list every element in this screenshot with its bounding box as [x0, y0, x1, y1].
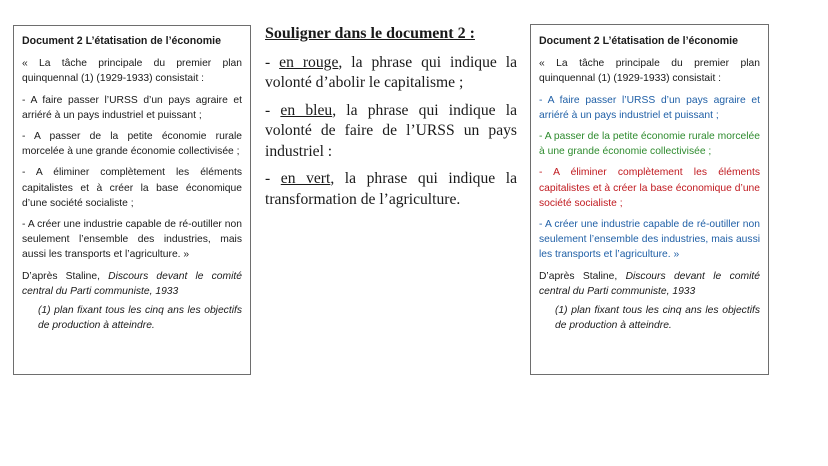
source-prefix: D’après Staline,	[539, 270, 626, 282]
document-footnote: (1) plan fixant tous les cinq ans les objectifs de production à atteindre.	[555, 305, 760, 332]
document-box-colored	[530, 24, 769, 375]
document-source	[539, 269, 760, 299]
document-title: Document 2 L’étatisation de l’économie	[539, 35, 738, 47]
document-item-2-green: - A passer de la petite économie rurale morcelée à une grande économie collectivisée ;	[539, 131, 760, 158]
instruction-dash: -	[265, 170, 281, 187]
instruction-dash: -	[265, 53, 280, 71]
instruction-color-word-blue: en bleu	[280, 101, 333, 119]
document-title: Document 2 L’étatisation de l’économie	[22, 35, 221, 47]
instructions-title: Souligner dans le document 2 :	[265, 25, 475, 42]
document-intro: « La tâche principale du premier plan quinquennal (1) (1929-1933) consistait :	[539, 58, 760, 85]
instruction-text-green: , la phrase qui indique la transformation de l’agriculture.	[265, 170, 518, 208]
instruction-text-red: , la phrase qui indique la volonté d’abolir le capitalisme ;	[265, 53, 518, 91]
document-footnote: (1) plan fixant tous les cinq ans les objectifs de production à atteindre.	[38, 305, 242, 332]
source-work: Discours devant le comité central du Parti communiste, 1933	[539, 270, 760, 297]
document-item-4: - A créer une industrie capable de ré-outiller non seulement l’ensemble des industries, mais aussi les transports et l’agriculture. »	[22, 219, 242, 261]
document-item-3-red: - A éliminer complètement les éléments capitalistes et à créer la base économique d’une société socialiste ;	[539, 167, 760, 209]
instruction-green	[265, 169, 517, 210]
document-box-original	[13, 25, 251, 375]
instruction-blue	[265, 101, 517, 163]
document-item-1-blue: - A faire passer l’URSS d’un pays agraire et arriéré à un pays industriel et puissant ;	[539, 94, 760, 121]
document-intro: « La tâche principale du premier plan quinquennal (1) (1929-1933) consistait :	[22, 58, 242, 85]
instruction-red	[265, 53, 517, 94]
instruction-color-word-red: en rouge	[279, 53, 339, 71]
source-prefix: D’après Staline,	[22, 270, 109, 282]
document-item-1: - A faire passer l’URSS d’un pays agraire et arriéré à un pays industriel et puissant ;	[22, 94, 242, 121]
document-item-4-blue: - A créer une industrie capable de ré-outiller non seulement l’ensemble des industries, mais aussi les transports et l’agriculture. »	[539, 219, 760, 261]
instruction-dash: -	[265, 101, 281, 119]
instruction-color-word-green: en vert	[280, 170, 331, 187]
document-item-3: - A éliminer complètement les éléments capitalistes et à créer la base économique d’une société socialiste ;	[22, 167, 242, 209]
instruction-text-blue: , la phrase qui indique la volonté de faire de l’URSS un pays industriel :	[265, 101, 518, 160]
instructions-panel	[265, 24, 517, 217]
document-item-2: - A passer de la petite économie rurale morcelée à une grande économie collectivisée ;	[22, 131, 242, 158]
document-source	[22, 269, 242, 299]
source-work: Discours devant le comité central du Parti communiste, 1933	[22, 270, 242, 297]
